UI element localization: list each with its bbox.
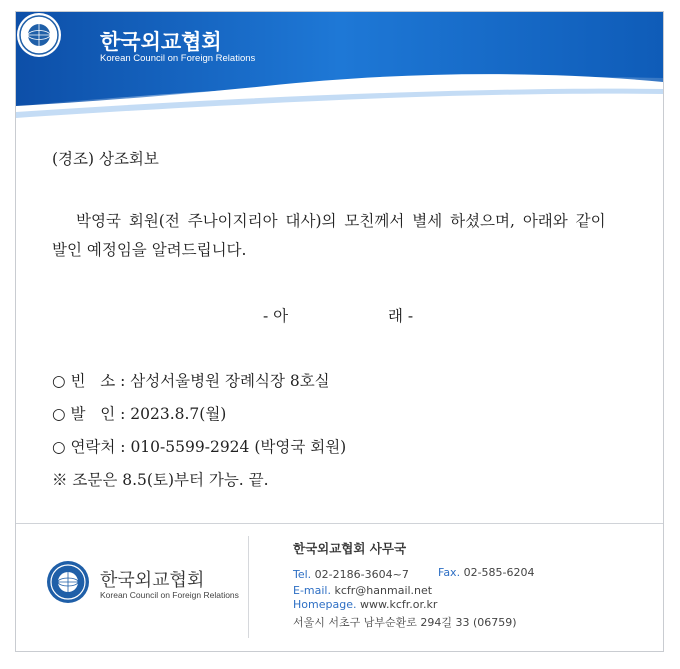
emblem-icon	[16, 12, 62, 58]
footer-org-name-english: Korean Council on Foreign Relations	[100, 590, 239, 600]
letter-paragraph-line: 발인 예정임을 알려드립니다.	[52, 241, 247, 259]
email-frame	[15, 11, 664, 652]
footer-org-name: 한국외교협회	[100, 570, 205, 591]
contact-fax	[438, 566, 535, 579]
homepage-label: Homepage.	[293, 598, 357, 611]
homepage-link[interactable]: www.kcfr.or.kr	[359, 598, 438, 611]
letter-paragraph-line: 박영국 회원(전 주나이지리아 대사)의 모친께서 별세 하셨으며, 아래와 같이	[76, 212, 606, 230]
notice-heading-right: 래 -	[388, 307, 414, 325]
office-address: 서울시 서초구 남부순환로 294길 33 (06759)	[293, 616, 517, 629]
contact-homepage	[293, 598, 437, 611]
notice-heading-left: - 아	[263, 307, 289, 325]
contact-email	[293, 584, 432, 597]
footer-vertical-divider	[248, 536, 249, 638]
header-banner	[16, 12, 663, 118]
contact-tel	[293, 568, 409, 581]
fax-value: 02-585-6204	[463, 566, 535, 579]
office-title: 한국외교협회 사무국	[293, 541, 407, 556]
detail-item-note: ※ 조문은 8.5(토)부터 가능. 끝.	[52, 471, 269, 489]
email-label: E-mail.	[293, 584, 331, 597]
email-link[interactable]: kcfr@hanmail.net	[334, 584, 433, 597]
org-name: 한국외교협회	[100, 30, 222, 54]
tel-label: Tel.	[293, 568, 312, 581]
emblem-icon	[46, 560, 90, 604]
tel-value: 02-2186-3604~7	[314, 568, 409, 581]
org-name-english: Korean Council on Foreign Relations	[100, 53, 256, 64]
detail-item-funeral-hall: ○ 빈 소 : 삼성서울병원 장례식장 8호실	[52, 372, 330, 390]
fax-label: Fax.	[438, 566, 461, 579]
footer-divider	[16, 523, 663, 524]
detail-item-contact: ○ 연락처 : 010-5599-2924 (박영국 회원)	[52, 438, 347, 456]
detail-item-departure: ○ 발 인 : 2023.8.7(월)	[52, 405, 227, 423]
letter-subject: (경조) 상조회보	[52, 150, 159, 168]
